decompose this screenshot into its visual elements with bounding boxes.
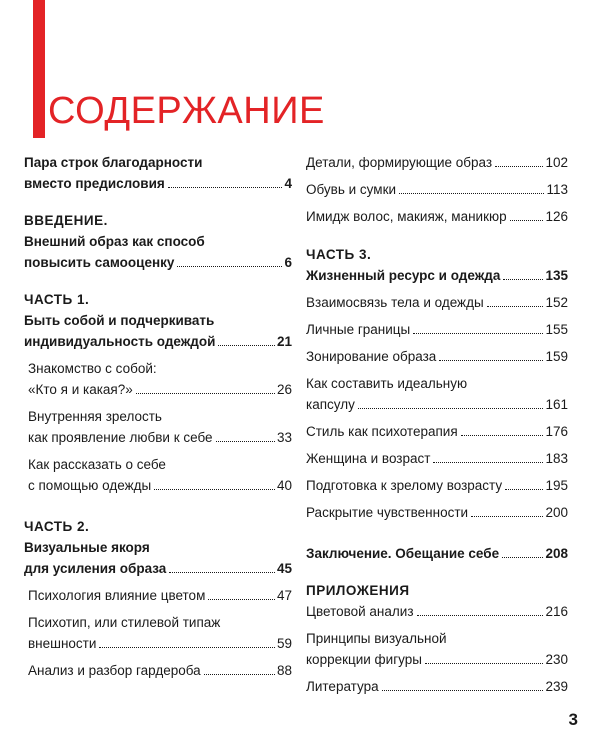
toc-page-number: 40 xyxy=(276,478,292,493)
toc-left-column xyxy=(24,152,292,687)
toc-entry[interactable] xyxy=(306,502,568,523)
dot-leader xyxy=(502,557,543,558)
toc-entry-title: Психология влияние цветом xyxy=(28,588,206,603)
toc-entry-title: Жизненный ресурс и одежда xyxy=(306,268,501,283)
dot-leader xyxy=(505,489,543,490)
dot-leader xyxy=(461,435,544,436)
toc-entry-title: Личные границы xyxy=(306,322,411,337)
toc-entry-title: Подготовка к зрелому возрасту xyxy=(306,478,503,493)
toc-entry-title: с помощью одежды xyxy=(28,478,152,493)
toc-page-number: 152 xyxy=(545,295,568,310)
toc-entry[interactable] xyxy=(306,475,568,496)
toc-entry[interactable] xyxy=(24,454,292,496)
toc-entry-title: Как рассказать о себе xyxy=(28,457,166,472)
toc-page-number: 59 xyxy=(276,636,292,651)
toc-entry-intro[interactable] xyxy=(24,231,292,273)
section-heading-part1: ЧАСТЬ 1. xyxy=(24,292,90,307)
toc-entry-title: Заключение. Обещание себе xyxy=(306,546,500,561)
dot-leader xyxy=(487,306,544,307)
toc-page-number: 21 xyxy=(276,334,292,349)
section-heading-intro: ВВЕДЕНИЕ. xyxy=(24,213,108,228)
toc-page-number: 239 xyxy=(545,679,568,694)
dot-leader xyxy=(382,690,544,691)
toc-entry-title: для усиления образа xyxy=(24,561,167,576)
toc-entry[interactable] xyxy=(306,152,568,173)
toc-entry-title: Имидж волос, макияж, маникюр xyxy=(306,209,507,224)
toc-entry-title: вместо предисловия xyxy=(24,176,165,191)
toc-entry-title: Стиль как психотерапия xyxy=(306,424,458,439)
toc-entry-title: Внешний образ как способ xyxy=(24,234,205,249)
toc-entry[interactable] xyxy=(24,358,292,400)
toc-page-number: 216 xyxy=(545,604,568,619)
dot-leader xyxy=(216,441,275,442)
toc-entry-preface[interactable] xyxy=(24,152,292,194)
dot-leader xyxy=(208,599,275,600)
toc-page-number: 113 xyxy=(546,182,568,197)
toc-entry-title: Обувь и сумки xyxy=(306,182,397,197)
toc-page-number: 88 xyxy=(276,663,292,678)
toc-entry-title: коррекции фигуры xyxy=(306,652,422,667)
toc-entry-title: Принципы визуальной xyxy=(306,631,447,646)
toc-entry-part1-lead[interactable] xyxy=(24,310,292,352)
toc-entry-title: как проявление любви к себе xyxy=(28,430,213,445)
dot-leader xyxy=(168,187,283,188)
toc-entry-title: Анализ и разбор гардероба xyxy=(28,663,201,678)
toc-entry-title: Цветовой анализ xyxy=(306,604,414,619)
toc-entry-title: Психотип, или стилевой типаж xyxy=(28,615,221,630)
toc-entry-title: «Кто я и какая?» xyxy=(28,382,133,397)
toc-page-number: 135 xyxy=(545,268,568,283)
toc-page-number: 230 xyxy=(545,652,568,667)
toc-entry-title: повысить самооценку xyxy=(24,255,175,270)
dot-leader xyxy=(471,516,543,517)
toc-entry-part2-lead[interactable] xyxy=(24,537,292,579)
toc-page-number: 183 xyxy=(545,451,568,466)
toc-entry[interactable] xyxy=(306,601,568,622)
toc-entry-title: Женщина и возраст xyxy=(306,451,431,466)
toc-entry[interactable] xyxy=(24,406,292,448)
section-heading-part3: ЧАСТЬ 3. xyxy=(306,247,372,262)
toc-entry[interactable] xyxy=(306,292,568,313)
page-number: 3 xyxy=(568,710,578,729)
toc-entry-title: Взаимосвязь тела и одежды xyxy=(306,295,484,310)
toc-entry-title: Знакомство с собой: xyxy=(28,361,157,376)
toc-page-number: 45 xyxy=(276,561,292,576)
dot-leader xyxy=(433,462,543,463)
toc-page-number: 155 xyxy=(545,322,568,337)
toc-entry-title: внешности xyxy=(28,636,97,651)
dot-leader xyxy=(503,279,543,280)
dot-leader xyxy=(358,408,544,409)
toc-entry[interactable] xyxy=(306,346,568,367)
toc-page-number: 195 xyxy=(545,478,568,493)
page-title: СОДЕРЖАНИЕ xyxy=(48,90,325,132)
toc-page-number: 161 xyxy=(545,397,568,412)
toc-entry[interactable] xyxy=(306,448,568,469)
toc-entry-title: Быть собой и подчеркивать xyxy=(24,313,215,328)
toc-page-number: 159 xyxy=(545,349,568,364)
toc-entry-title: индивидуальность одеждой xyxy=(24,334,216,349)
toc-entry-title: Как составить идеальную xyxy=(306,376,468,391)
dot-leader xyxy=(425,663,544,664)
toc-entry-part3-lead[interactable] xyxy=(306,265,568,286)
toc-entry-conclusion[interactable] xyxy=(306,543,568,564)
toc-entry-title: Детали, формирующие образ xyxy=(306,155,493,170)
toc-entry[interactable] xyxy=(306,421,568,442)
section-heading-part2: ЧАСТЬ 2. xyxy=(24,519,90,534)
toc-entry[interactable] xyxy=(24,585,292,606)
toc-entry-title: Внутренняя зрелость xyxy=(28,409,162,424)
dot-leader xyxy=(417,615,544,616)
toc-page-number: 33 xyxy=(276,430,292,445)
toc-entry[interactable] xyxy=(306,628,568,670)
toc-page-number: 6 xyxy=(284,255,292,270)
toc-entry-title: Литература xyxy=(306,679,379,694)
dot-leader xyxy=(218,345,275,346)
dot-leader xyxy=(177,266,282,267)
toc-entry[interactable] xyxy=(24,612,292,654)
toc-page-number: 47 xyxy=(276,588,292,603)
toc-entry[interactable] xyxy=(24,660,292,681)
dot-leader xyxy=(154,489,275,490)
dot-leader xyxy=(439,360,543,361)
dot-leader xyxy=(204,674,275,675)
dot-leader xyxy=(169,572,275,573)
toc-page-number: 176 xyxy=(545,424,568,439)
toc-entry-title: капсулу xyxy=(306,397,355,412)
dot-leader xyxy=(495,166,543,167)
toc-entry-title: Зонирование образа xyxy=(306,349,437,364)
dot-leader xyxy=(399,193,544,194)
toc-entry[interactable] xyxy=(306,206,568,227)
toc-entry[interactable] xyxy=(306,179,568,200)
accent-bar xyxy=(33,0,45,138)
toc-entry[interactable] xyxy=(306,373,568,415)
toc-entry[interactable] xyxy=(306,676,568,697)
toc-right-column xyxy=(306,152,568,703)
toc-page-number: 26 xyxy=(276,382,292,397)
dot-leader xyxy=(413,333,543,334)
toc-page-number: 208 xyxy=(545,546,568,561)
toc-page-number: 200 xyxy=(545,505,568,520)
toc-page-number: 102 xyxy=(545,155,568,170)
toc-entry[interactable] xyxy=(306,319,568,340)
toc-entry-title: Визуальные якоря xyxy=(24,540,150,555)
toc-entry-title: Пара строк благодарности xyxy=(24,155,203,170)
toc-page-number: 126 xyxy=(545,209,568,224)
dot-leader xyxy=(99,647,275,648)
dot-leader xyxy=(510,220,544,221)
toc-page-number: 4 xyxy=(284,176,292,191)
section-heading-appendix: ПРИЛОЖЕНИЯ xyxy=(306,583,410,598)
toc-entry-title: Раскрытие чувственности xyxy=(306,505,469,520)
dot-leader xyxy=(136,393,275,394)
